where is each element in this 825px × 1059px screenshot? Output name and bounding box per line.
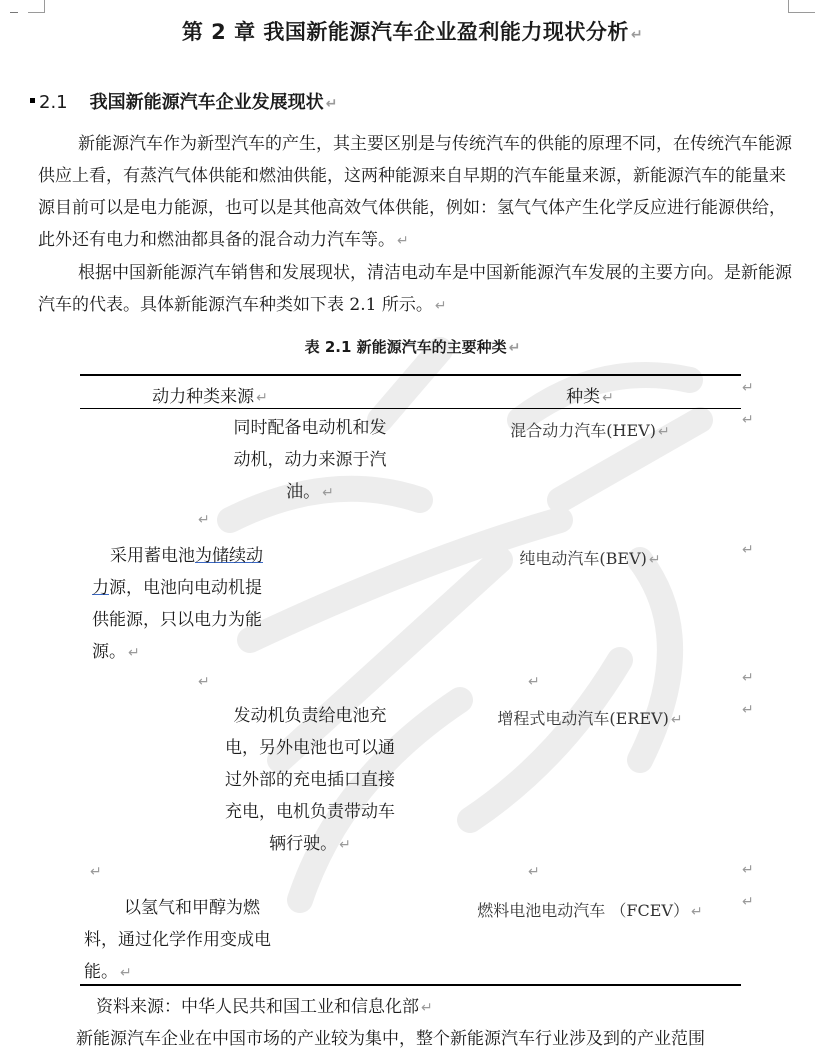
table-cell-source-bev: 采用蓄电池为储续动力源，电池向电动机提供能源，只以电力为能源。 ↵ — [92, 546, 263, 662]
table-caption: 表 2.1 新能源汽车的主要种类 ↵ — [304, 338, 521, 356]
table-top-rule — [80, 374, 741, 376]
table-footnote: 资料来源：中华人民共和国工业和信息化部 ↵ — [96, 997, 433, 1017]
table-header-type: 种类 ↵ — [566, 387, 614, 407]
paragraph-2: 根据中国新能源汽车销售和发展现状，清洁电动车是中国新能源汽车发展的主要方向。是新能源汽车的代表。具体新能源汽车种类如下表 2.1 所示。 ↵ — [38, 263, 792, 315]
paragraph-1: 新能源汽车作为新型汽车的产生，其主要区别是与传统汽车的供能的原理不同，在传统汽车能源供应上看，有蒸汽气体供能和燃油供能，这两种能源来自早期的汽车能量来源，新能源汽车的能量来源目前可以是电力能源，也可以是其他高效气体供能，例如：氢气气体产生化学反应进行能源供给，此外还有电力和燃油都具备的混合动力汽车等。 ↵ — [38, 134, 792, 250]
table-header-source: 动力种类来源 ↵ — [152, 387, 268, 407]
row-end-mark: ↵ — [742, 670, 754, 686]
row-end-mark: ↵ — [742, 702, 754, 718]
table-cell-source-hev: 同时配备电动机和发 动机，动力来源于汽 油。 ↵ — [233, 418, 387, 502]
continuation-paragraph: 新能源汽车企业在中国市场的产业较为集中，整个新能源汽车行业涉及到的产业范围 — [76, 1029, 705, 1049]
table-bottom-rule — [80, 984, 741, 986]
row-end-mark: ↵ — [742, 412, 754, 428]
crop-mark-dash — [10, 12, 18, 13]
empty-paragraph-mark: ↵ — [198, 674, 210, 690]
empty-paragraph-mark: ↵ — [528, 864, 540, 880]
section-heading: 2.1 我国新能源汽车企业发展现状 ↵ — [30, 88, 337, 114]
empty-paragraph-mark: ↵ — [198, 512, 210, 528]
section-number: 2.1 — [39, 92, 68, 113]
heading-bullet — [30, 98, 35, 103]
table-header-rule — [80, 408, 741, 409]
table-cell-source-fcev: 以氢气和甲醇为燃料，通过化学作用变成电能。 ↵ — [84, 898, 271, 982]
table-cell-type-fcev: 燃料电池电动汽车 （FCEV） ↵ — [477, 901, 703, 920]
row-end-mark: ↵ — [742, 380, 754, 396]
crop-mark-top-left — [28, 0, 45, 13]
section-title: 我国新能源汽车企业发展现状 — [89, 92, 324, 113]
table-cell-source-erev: 发动机负责给电池充 电，另外电池也可以通 过外部的充电插口直接 充电，电机负责带动车 辆行驶。 ↵ — [225, 706, 395, 854]
table-cell-type-erev: 增程式电动汽车(EREV) ↵ — [497, 709, 683, 728]
empty-paragraph-mark: ↵ — [90, 864, 102, 880]
crop-mark-top-right — [788, 0, 815, 13]
row-end-mark: ↵ — [742, 894, 754, 910]
row-end-mark: ↵ — [742, 542, 754, 558]
row-end-mark: ↵ — [742, 862, 754, 878]
table-cell-type-hev: 混合动力汽车(HEV) ↵ — [510, 421, 670, 440]
empty-paragraph-mark: ↵ — [528, 674, 540, 690]
table-cell-type-bev: 纯电动汽车(BEV) ↵ — [519, 549, 661, 568]
chapter-title: 第 2 章 我国新能源汽车企业盈利能力现状分析 ↵ — [181, 20, 644, 44]
